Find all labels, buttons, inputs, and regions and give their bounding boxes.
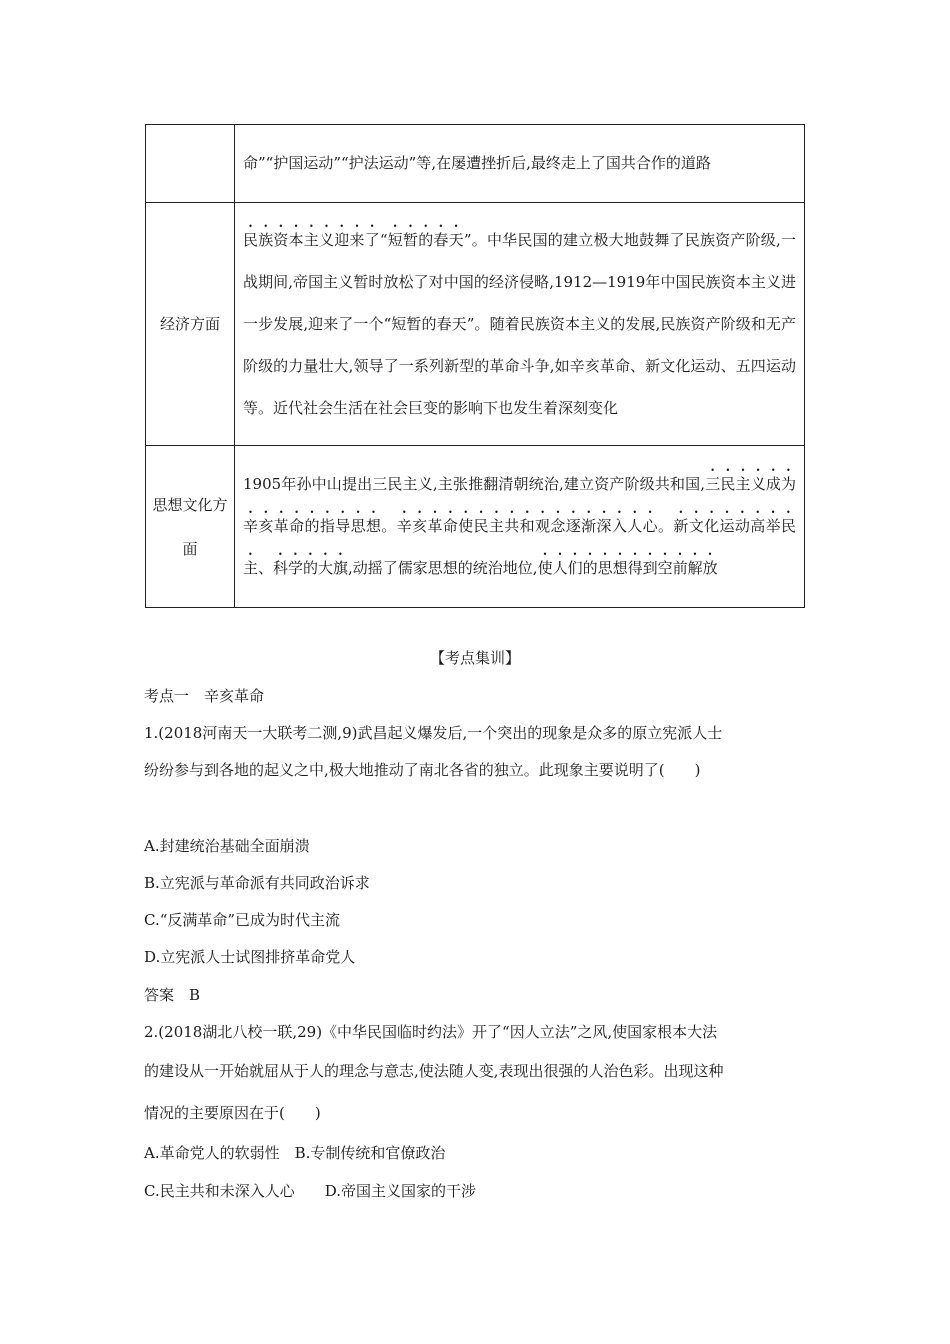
row-label bbox=[146, 125, 235, 203]
row-content-economy bbox=[235, 203, 805, 446]
body-text: 。 bbox=[657, 517, 674, 535]
q2-stem-line1: 2.(2018湖北八校一联,29)《中华民国临时约法》开了“因人立法”之风,使国家根本大法 bbox=[144, 1023, 718, 1041]
q1-answer: 答案 B bbox=[144, 986, 201, 1004]
q2-stem-line3: 情况的主要原因在于( ) bbox=[144, 1104, 321, 1122]
emphasis-text: 民族资本主义迎来了“短暂的春天” bbox=[243, 230, 472, 249]
q1-option-b: B.立宪派与革命派有共同政治诉求 bbox=[144, 874, 370, 892]
q1-stem-line2: 纷纷参与到各地的起义之中,极大地推动了南北各省的独立。此现象主要说明了( ) bbox=[144, 761, 701, 779]
section-title: 【考点集训】 bbox=[429, 649, 520, 667]
q1-option-c: C.“反满革命”已成为时代主流 bbox=[144, 911, 341, 929]
summary-table bbox=[145, 124, 805, 608]
row-label-economy: 经济方面 bbox=[146, 203, 235, 446]
q2-options-row1: A.革命党人的软弱性 B.专制传统和官僚政治 bbox=[144, 1144, 446, 1162]
emphasis-text: 新文化运动高举民主、科学的大旗 bbox=[243, 517, 796, 577]
emphasis-text: 三民主义成为辛亥革命的指导思想 bbox=[243, 475, 796, 535]
table-row bbox=[146, 446, 805, 608]
row-content: 命”“护国运动”“护法运动”等,在屡遭挫折后,最终走上了国共合作的道路 bbox=[235, 125, 805, 203]
q1-option-a: A.封建统治基础全面崩溃 bbox=[144, 837, 310, 855]
q1-option-d: D.立宪派人士试图排挤革命党人 bbox=[144, 948, 356, 966]
row-label-culture: 思想文化方面 bbox=[146, 446, 235, 608]
q1-stem-line1: 1.(2018河南天一大联考二测,9)武昌起义爆发后,一个突出的现象是众多的原立宪派人士 bbox=[144, 724, 723, 742]
row-content-culture bbox=[235, 446, 805, 608]
q2-options-row2: C.民主共和未深入人心 D.帝国主义国家的干涉 bbox=[144, 1182, 476, 1200]
q2-stem-line2: 的建设从一开始就屈从于人的理念与意志,使法随人变,表现出很强的人治色彩。出现这种 bbox=[144, 1062, 724, 1080]
table-row bbox=[146, 125, 805, 203]
body-text: 。中华民国的建立极大地鼓舞了民族资产阶级,一战期间,帝国主义暂时放松了对中国的经济侵略,1912—1919年中国民族资本主义进一步发展,迎来了一个“短暂的春天”。随着民族资本主义的发展,民族资产阶级和无产阶级的力量壮大,领导了一系列新型的革命斗争,如辛亥革命、新文化运动、五四运动等。近代社会生活在社会巨变的影响下也发生着深刻变化 bbox=[243, 230, 796, 417]
table-row bbox=[146, 203, 805, 446]
body-text: 。 bbox=[381, 517, 397, 535]
emphasis-text: 使人们的思想得到空前解放 bbox=[537, 559, 718, 577]
topic-heading: 考点一 辛亥革命 bbox=[144, 687, 265, 705]
body-text: 1905年孙中山提出三民主义,主张推翻清朝统治,建立资产阶级共和国, bbox=[243, 475, 706, 493]
emphasis-text: 辛亥革命使民主共和观念逐渐深入人心 bbox=[396, 517, 658, 535]
body-text: ,动摇了儒家思想的统治地位, bbox=[348, 559, 538, 577]
